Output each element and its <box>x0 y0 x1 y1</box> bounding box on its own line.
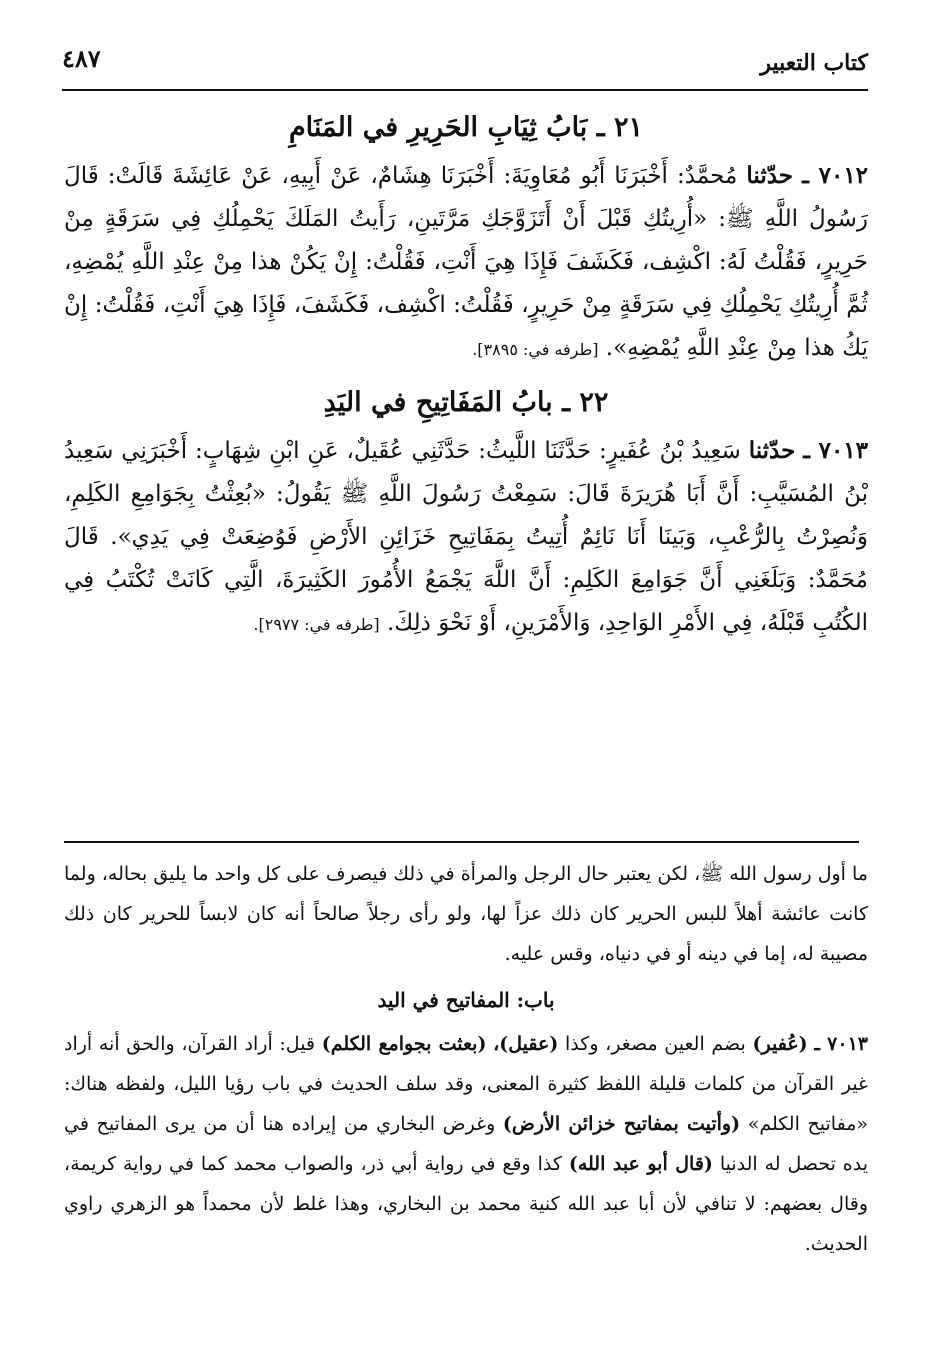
page-header <box>62 40 868 88</box>
hadith-7012 <box>64 154 868 371</box>
commentary-para-1: ما أول رسول الله ﷺ، لكن يعتبر حال الرجل والمرأة في ذلك فيصرف على كل واحد ما يليق بحاله، ولما كانت عائشة أهلاً للبس الحرير كان ذلك عزاً لها، ولو رأى رجلاً صالحاً أنه كان لابساً للحرير كان ذلك مصيبة له، إما في دينه أو في دنياه، وقس عليه. <box>64 863 868 965</box>
chapter-21-heading: ٢١ ـ بَابُ ثِيَابِ الحَرِيرِ في المَنَامِ <box>288 112 644 143</box>
hadith-7013-cross-ref: [طرفه في: ٢٩٧٧]. <box>253 615 380 634</box>
commentary-term-ufair: (عُفير) <box>752 1033 808 1055</box>
header-divider <box>62 89 868 91</box>
commentary-para-2 <box>64 1024 868 1264</box>
hadith-7012-lead: حدّثنا <box>746 162 794 189</box>
hadith-7012-number: ٧٠١٢ ـ <box>802 162 869 189</box>
book-title: كتاب التعبير <box>760 50 868 76</box>
hadith-7013-text: سَعِيدُ بْنُ عُفَيرٍ: حَدَّثَنَا اللَّيثُ: حَدَّثَنِي عُقَيلٌ، عَنِ ابْنِ شِهَابٍ: أَخْبَرَنِي سَعِيدُ بْنُ المُسَيَّبِ: أَنَّ أَبَا هُرَيرَةَ قَالَ: سَمِعْتُ رَسُولَ اللَّهِ ﷺ يَقُولُ: «بُعِثْتُ بِجَوَامِعِ الكَلِمِ، وَنُصِرْتُ بِالرُّعْبِ، وَبَينَا أَنَا نَائِمٌ أُتِيتُ بِمَفَاتِيحِ خَزَائِنِ الأَرْضِ فَوُضِعَتْ فِي يَدِي». قَالَ مُحَمَّدٌ: وَبَلَغَنِي أَنَّ جَوَامِعَ الكَلِمِ: أَنَّ اللَّهَ يَجْمَعُ الأُمُورَ الكَثِيرَةَ، الَّتِي كَانَتْ تُكْتَبُ فِي الكُتُبِ قَبْلَهُ، فِي الأَمْرِ الوَاحِدِ، وَالأَمْرَينِ، أَوْ نَحْوَ ذلِكَ. <box>64 438 868 636</box>
commentary-heading: باب: المفاتيح في اليد <box>377 988 555 1012</box>
main-text <box>64 102 868 646</box>
hadith-7012-cross-ref: [طرفه في: ٣٨٩٥]. <box>472 340 599 359</box>
commentary-term-uqail: (عقيل)، <box>493 1033 559 1055</box>
commentary-term-abu-abdullah: (قال أبو عبد الله) <box>568 1153 713 1175</box>
commentary-text-2: قيل: أراد القرآن، والحق أنه أراد غير القرآن من كلمات قليلة اللفظ كثيرة المعنى، وقد سلف الحديث في باب رؤيا الليل، ولفظه هناك: «مفاتيح الكلم» <box>64 1033 868 1135</box>
commentary-hadith-number: ٧٠١٣ ـ <box>814 1033 868 1055</box>
commentary-text-3: وغرض البخاري من إيراده هنا أن من يرى المفاتيح في يده تحصل له الدنيا <box>64 1113 869 1175</box>
commentary-text-1: بضم العين مصغر، وكذا <box>565 1033 746 1055</box>
hadith-7013 <box>64 429 868 646</box>
commentary-section <box>64 854 868 1264</box>
page-number: ٤٨٧ <box>62 44 101 73</box>
hadith-7013-number: ٧٠١٣ ـ <box>803 437 869 464</box>
hadith-7013-lead: حدّثنا <box>748 437 796 464</box>
footnote-divider <box>64 841 859 843</box>
hadith-7012-text: مُحمَّدٌ: أَخْبَرَنَا أَبُو مُعَاوِيَةَ: أَخْبَرَنَا هِشَامٌ، عَنْ أَبِيهِ، عَنْ عَائِشَةَ قَالَتْ: قَالَ رَسُولُ اللَّهِ ﷺ: «أُرِيتُكِ قَبْلَ أَنْ أَتَزَوَّجَكِ مَرَّتَينِ، رَأَيتُ المَلَكَ يَحْمِلُكِ فِي سَرَقَةٍ مِنْ حَرِيرٍ، فَقُلْتُ لَهُ: اكْشِف، فَكَشَفَ فَإِذَا هِيَ أَنْتِ، فَقُلْتُ: إِنْ يَكُنْ هذا مِنْ عِنْدِ اللَّهِ يُمْضِهِ، ثُمَّ أُرِيتُكِ يَحْمِلُكِ فِي سَرَقَةٍ مِنْ حَرِيرٍ، فَقُلْتُ: اكْشِف، فَكَشَفَ، فَإِذَا هِيَ أَنْتِ، فَقُلْتُ: إِنْ يَكُ هذا مِنْ عِنْدِ اللَّهِ يُمْضِهِ». <box>64 163 868 361</box>
commentary-term-jawami: (بعثت بجوامع الكلم) <box>321 1033 487 1055</box>
commentary-text-4: كذا وقع في رواية أبي ذر، والصواب محمد كما في رواية كريمة، وقال بعضهم: لا تنافي لأن أبا عبد الله كنية محمد بن البخاري، وهذا غلط لأن محمداً هو الزهري راوي الحديث. <box>64 1153 868 1255</box>
chapter-22-heading: ٢٢ ـ بابُ المَفَاتِيحِ في اليَدِ <box>323 387 609 418</box>
commentary-term-mafatih: (وأتيت بمفاتيح خزائن الأرض) <box>502 1113 741 1135</box>
